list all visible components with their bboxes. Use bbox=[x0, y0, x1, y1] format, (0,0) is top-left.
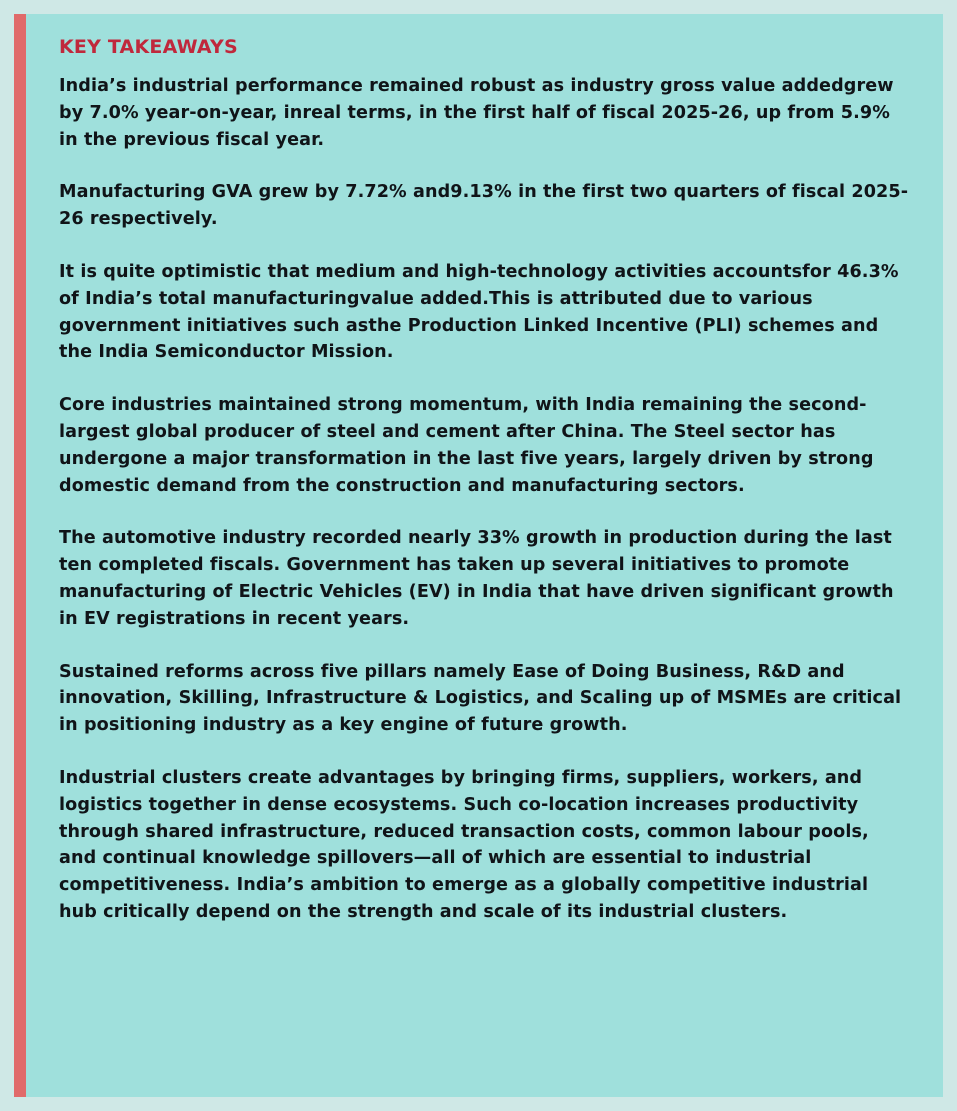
takeaway-paragraph-manufacturing-gva: Manufacturing GVA grew by 7.72% and9.13% in the first two quarters of fiscal 2025-26 respectively. bbox=[59, 182, 909, 230]
takeaway-paragraph-industrial-performance: India’s industrial performance remained robust as industry gross value addedgrew by 7.0% year-on-year, inreal terms, in the first half of fiscal 2025-26, up from 5.9% in the previous fiscal year. bbox=[59, 76, 894, 150]
key-takeaways-box bbox=[14, 14, 943, 1097]
takeaway-paragraph-reforms: Sustained reforms across five pillars namely Ease of Doing Business, R&D and innovation, Skilling, Infrastructure & Logistics, and Scaling up of MSMEs are critical in positioning industry as a key engine of future growth. bbox=[59, 661, 902, 736]
takeaways-content bbox=[59, 36, 909, 952]
accent-bar bbox=[14, 14, 26, 1097]
takeaway-paragraph-high-tech-share: It is quite optimistic that medium and high-technology activities accountsfor 46.3% of India’s total manufacturingvalue added.This is attributed due to various government initiatives such asthe Production Linked Incentive (PLI) schemes and the India Semiconductor Mission. bbox=[59, 261, 899, 363]
section-heading: KEY TAKEAWAYS bbox=[59, 36, 238, 58]
takeaway-paragraph-automotive: The automotive industry recorded nearly 33% growth in production during the last ten completed fiscals. Government has taken up several initiatives to promote manufacturing of Electric Vehicles (EV) in India that have driven significant growth in EV registrations in recent years. bbox=[59, 528, 894, 629]
takeaway-paragraph-industrial-clusters: Industrial clusters create advantages by bringing firms, suppliers, workers, and logistics together in dense ecosystems. Such co-location increases productivity through shared infrastructure, reduced transaction costs, common labour pools, and continual knowledge spillovers—all of which are essential to industrial competitiveness. India’s ambition to emerge as a globally competitive industrial hub critically depend on the strength and scale of its industrial clusters. bbox=[59, 767, 869, 922]
takeaway-paragraph-core-industries: Core industries maintained strong momentum, with India remaining the second-largest global producer of steel and cement after China. The Steel sector has undergone a major transformation in the last five years, largely driven by strong domestic demand from the construction and manufacturing sectors. bbox=[59, 395, 874, 496]
